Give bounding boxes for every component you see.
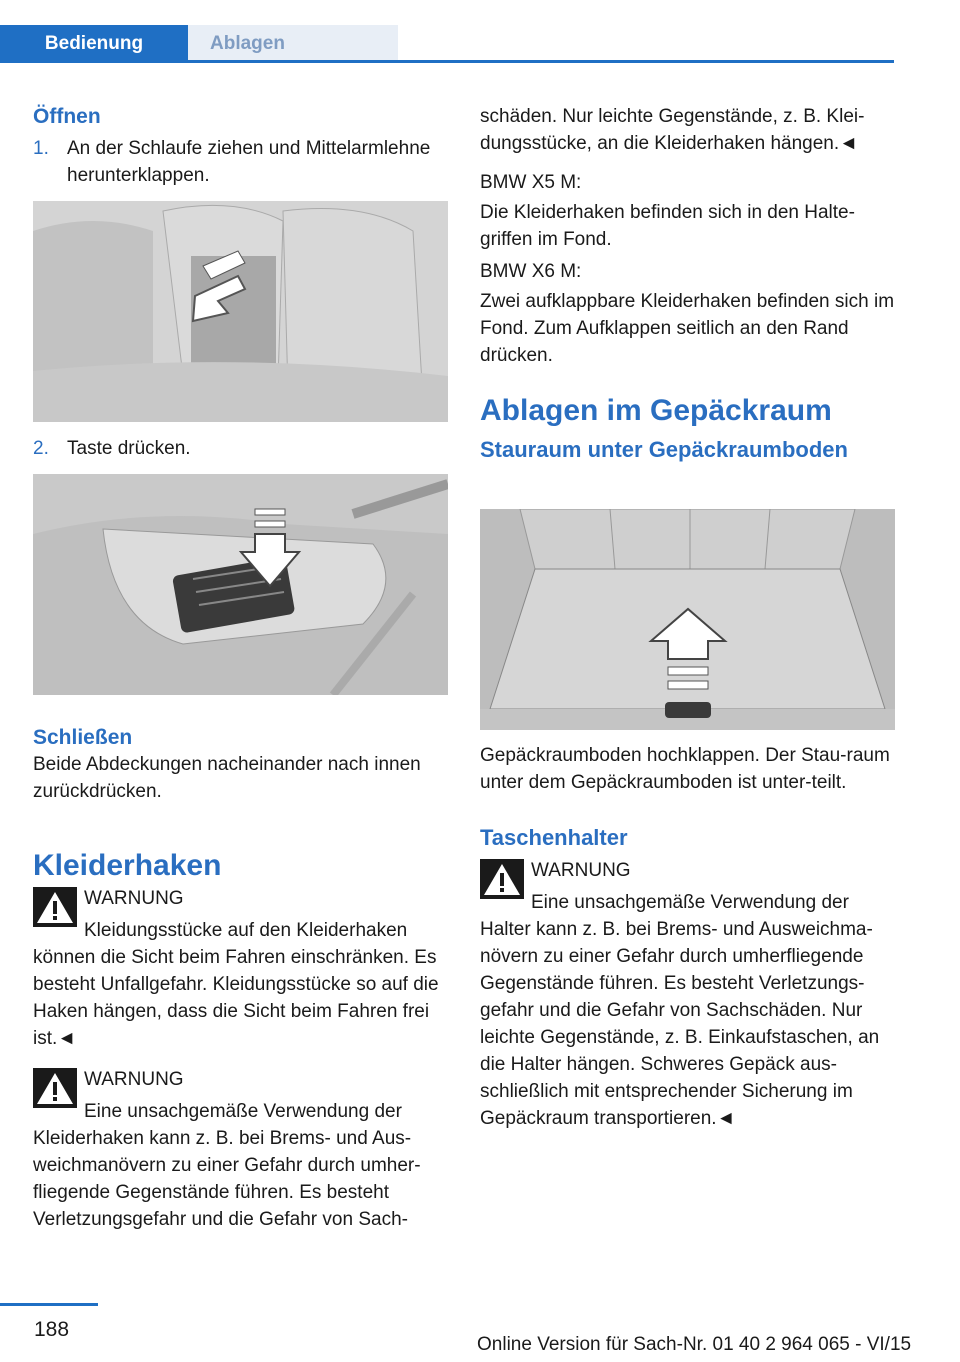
illustration-button-press: [33, 474, 448, 695]
warning-1-title: WARNUNG: [84, 888, 184, 909]
left-column: [33, 103, 449, 189]
warning-3-title: WARNUNG: [531, 860, 631, 881]
warning-2-first-line: Eine unsachgemäße Verwendung der: [84, 1101, 402, 1122]
warning-triangle-icon: [480, 859, 524, 899]
step-1: [33, 135, 449, 189]
heading-schliessen: Schließen: [33, 726, 133, 749]
cargo-floor-drawing: [480, 509, 895, 730]
step-2: [33, 435, 449, 462]
schliessen-section: [33, 724, 449, 805]
warning-2: [33, 1066, 449, 1125]
step-1-text: An der Schlaufe ziehen und Mittelarmlehne herunterklappen.: [67, 138, 431, 186]
heading-oeffnen: Öffnen: [33, 105, 101, 128]
warning-2-continuation: schäden. Nur leichte Gegenstände, z. B. Klei-dungsstücke, an die Kleiderhaken hängen.◄: [480, 106, 865, 154]
step-1-number: 1.: [33, 138, 49, 159]
warning-1: [33, 885, 449, 944]
header-tabs: [0, 25, 398, 62]
heading-stauraum: Stauraum unter Gepäckraumboden: [480, 437, 848, 462]
header-divider: [0, 60, 894, 63]
illustration-armrest-fold: [33, 201, 448, 422]
warning-1-first-line: Kleidungsstücke auf den Kleiderhaken: [84, 920, 408, 941]
warning-3-text: Halter kann z. B. bei Brems- und Ausweichma-növern zu einer Gefahr durch umherfliegende Gegenstände führen. Es besteht Verletzungs-gefahr und die Gefahr von Sachschäden. Nur leichte Gegenstände, z. B. Einkaufstaschen, an die Halter hängen. Schweres Gepäck aus-schließlich mit entsprechender Sicherung im Gepäckraum transportieren.◄: [480, 919, 880, 1129]
page-number: 188: [34, 1318, 70, 1341]
button-press-drawing: [33, 474, 448, 695]
warning-triangle-icon: [33, 1068, 77, 1108]
tab-bedienung[interactable]: Bedienung: [0, 25, 188, 62]
warning-2-text: Kleiderhaken kann z. B. bei Brems- und Aus-weichmanövern zu einer Gefahr durch umher-fliegende Gegenstände führen. Es besteht Verletzungsgefahr und die Gefahr von Sach-: [33, 1128, 421, 1230]
kleiderhaken-section: [33, 849, 449, 1233]
stauraum-text: Gepäckraumboden hochklappen. Der Stau-raum unter dem Gepäckraumboden ist unter-teilt.: [480, 745, 890, 793]
warning-3: [480, 857, 896, 916]
heading-kleiderhaken: Kleiderhaken: [33, 849, 222, 882]
step-2-number: 2.: [33, 438, 49, 459]
right-column: [480, 103, 896, 463]
warning-3-first-line: Eine unsachgemäße Verwendung der: [531, 892, 849, 913]
x5-label: BMW X5 M:: [480, 172, 582, 193]
right-column-lower: [480, 742, 896, 1132]
schliessen-text: Beide Abdeckungen nacheinander nach innen zurückdrücken.: [33, 754, 421, 802]
heading-ablagen-gepaeckraum: Ablagen im Gepäckraum: [480, 394, 832, 427]
armrest-fold-drawing: [33, 201, 448, 422]
x5-text: Die Kleiderhaken befinden sich in den Halte-griffen im Fond.: [480, 202, 855, 250]
x6-text: Zwei aufklappbare Kleiderhaken befinden sich im Fond. Zum Aufklappen seitlich an den Rand drücken.: [480, 291, 895, 366]
warning-2-title: WARNUNG: [84, 1069, 184, 1090]
x6-label: BMW X6 M:: [480, 261, 582, 282]
step-2-text: Taste drücken.: [67, 438, 191, 459]
warning-1-text: können die Sicht beim Fahren einschränken. Es besteht Unfallgefahr. Kleidungsstücke so auf die Haken hängen, dass die Sicht beim Fahren frei ist.◄: [33, 947, 439, 1049]
warning-triangle-icon: [33, 887, 77, 927]
footer-divider: [0, 1303, 98, 1306]
illustration-cargo-floor: [480, 509, 895, 730]
tab-ablagen[interactable]: Ablagen: [188, 25, 398, 62]
online-version-note: Online Version für Sach-Nr. 01 40 2 964 065 - VI/15: [477, 1334, 912, 1355]
heading-taschenhalter: Taschenhalter: [480, 825, 628, 850]
